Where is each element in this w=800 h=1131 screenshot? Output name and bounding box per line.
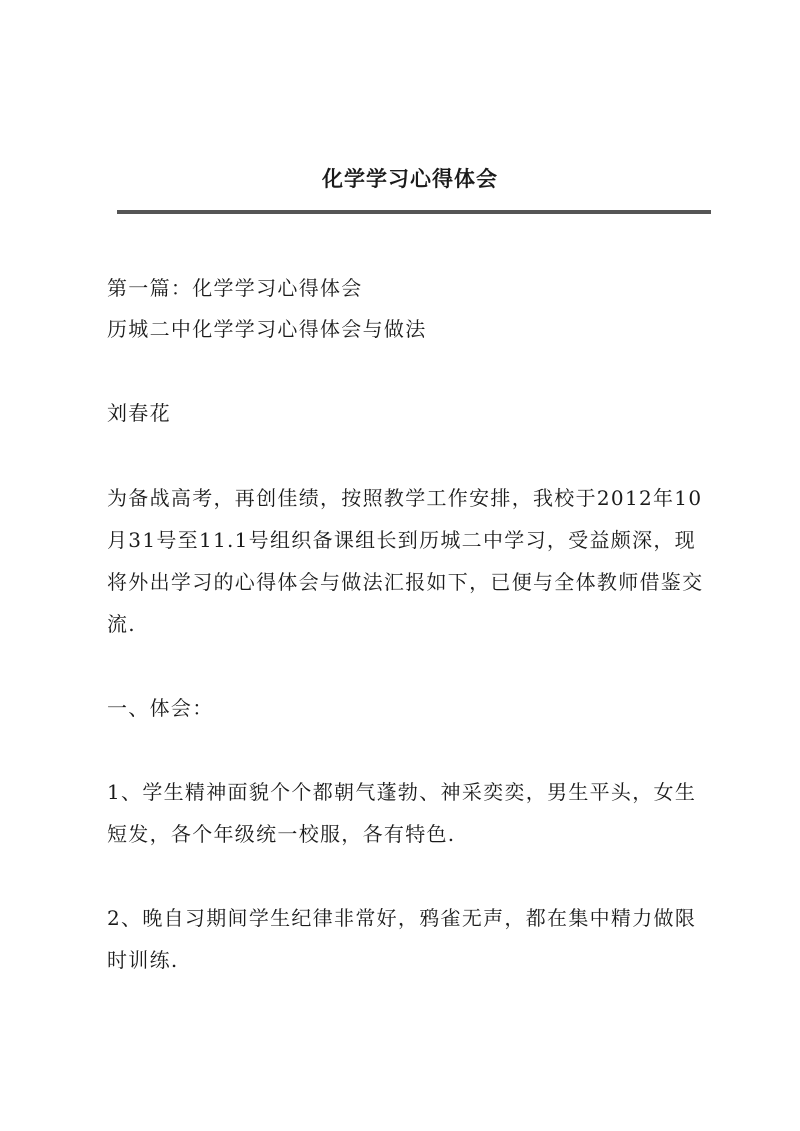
point-paragraph-1: 1、学生精神面貌个个都朝气蓬勃、神采奕奕，男生平头，女生短发，各个年级统一校服，各有特色. bbox=[107, 780, 697, 846]
title-divider bbox=[117, 210, 711, 214]
point-paragraph-2: 2、晚自习期间学生纪律非常好，鸦雀无声，都在集中精力做限时训练. bbox=[107, 906, 697, 972]
article-subtitle: 历城二中化学学习心得体会与做法 bbox=[107, 317, 427, 341]
intro-paragraph: 为备战高考，再创佳绩，按照教学工作安排，我校于2012年10月31号至11.1号组织备课组长到历城二中学习，受益颇深，现将外出学习的心得体会与做法汇报如下，已便与全体教师借鉴交流. bbox=[107, 486, 704, 636]
author-name: 刘春花 bbox=[107, 401, 171, 425]
section-heading: 一、体会： bbox=[107, 696, 214, 720]
chapter-heading: 第一篇：化学学习心得体会 bbox=[107, 276, 363, 300]
document-title: 化学学习心得体会 bbox=[322, 166, 498, 191]
